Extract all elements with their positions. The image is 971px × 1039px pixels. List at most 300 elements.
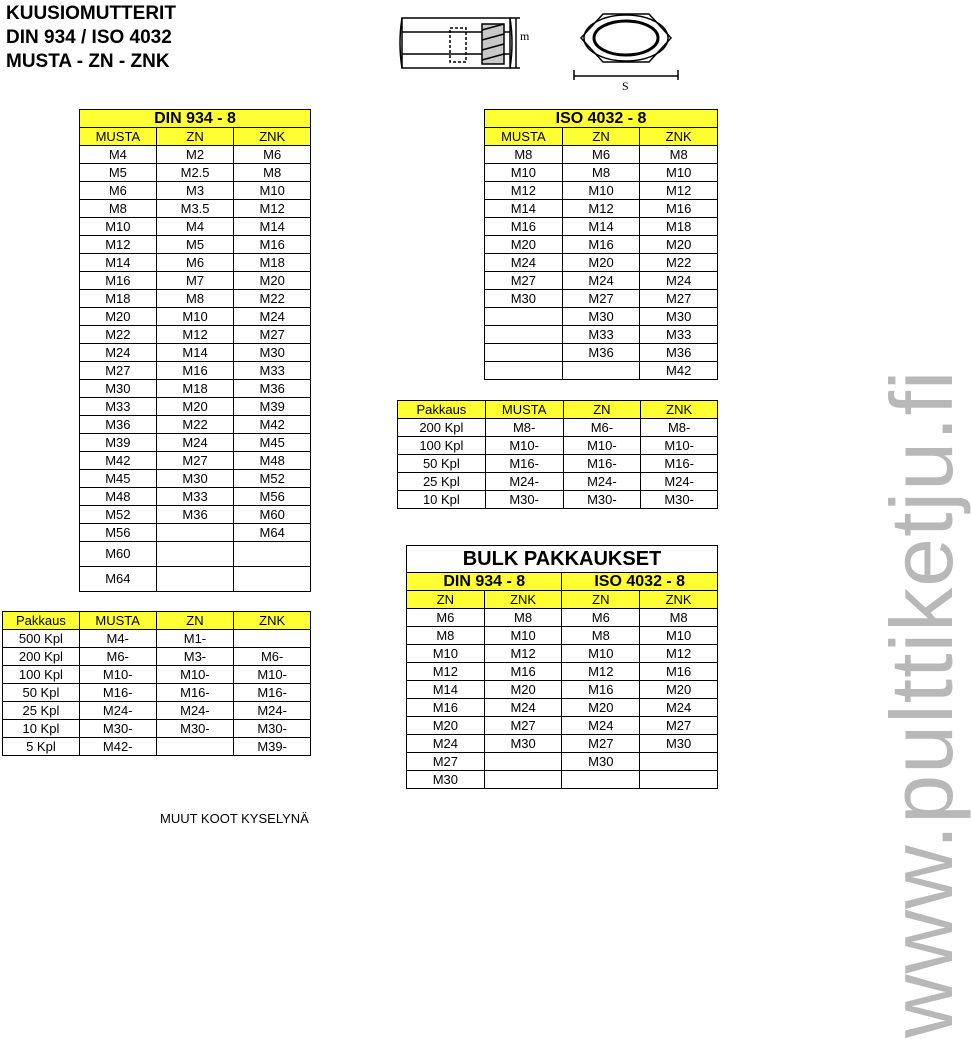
table-title-row bbox=[80, 110, 311, 128]
table-cell: M60 bbox=[234, 506, 311, 524]
column-header: MUSTA bbox=[79, 612, 156, 630]
table-cell: M36 bbox=[234, 380, 311, 398]
table-cell: M24- bbox=[79, 702, 156, 720]
table-cell: M48 bbox=[234, 452, 311, 470]
table-row bbox=[80, 542, 311, 567]
table-cell: M16 bbox=[485, 218, 563, 236]
table-cell: M14 bbox=[407, 681, 485, 699]
table-row bbox=[80, 308, 311, 326]
table-cell: M8 bbox=[562, 627, 640, 645]
table-cell: M10- bbox=[563, 437, 641, 455]
column-header: MUSTA bbox=[80, 128, 157, 146]
table-cell bbox=[562, 771, 640, 789]
table-row bbox=[485, 236, 718, 254]
table-cell bbox=[234, 567, 311, 592]
table-row bbox=[80, 416, 311, 434]
table-cell: M30 bbox=[156, 470, 234, 488]
table-cell: M33 bbox=[80, 398, 157, 416]
table-row bbox=[407, 717, 718, 735]
table-cell: M4 bbox=[156, 218, 234, 236]
table-row bbox=[80, 452, 311, 470]
column-header: ZNK bbox=[234, 612, 311, 630]
table-cell: M18 bbox=[640, 218, 718, 236]
table-cell: M48 bbox=[80, 488, 157, 506]
table-cell: M10- bbox=[79, 666, 156, 684]
table-cell: M24 bbox=[80, 344, 157, 362]
table-cell: M30- bbox=[156, 720, 234, 738]
nut-top-view-icon bbox=[574, 14, 678, 80]
table-cell: M18 bbox=[234, 254, 311, 272]
table-cell: 100 Kpl bbox=[3, 666, 80, 684]
table-cell bbox=[156, 567, 234, 592]
table-cell: M56 bbox=[80, 524, 157, 542]
table-cell: M12 bbox=[640, 645, 718, 663]
table-cell bbox=[484, 753, 562, 771]
table-row bbox=[80, 434, 311, 452]
table-row bbox=[485, 218, 718, 236]
table-cell: M45 bbox=[80, 470, 157, 488]
table-cell: M14 bbox=[156, 344, 234, 362]
column-header: ZNK bbox=[640, 128, 718, 146]
table-cell: M42 bbox=[640, 362, 718, 380]
table-row bbox=[80, 344, 311, 362]
iso-4032-table bbox=[484, 109, 718, 380]
table-cell: M36 bbox=[156, 506, 234, 524]
table-cell: M10 bbox=[485, 164, 563, 182]
table-cell: M24 bbox=[562, 717, 640, 735]
table-cell: M12 bbox=[640, 182, 718, 200]
table-cell: M16- bbox=[485, 455, 563, 473]
table-cell: M33 bbox=[156, 488, 234, 506]
table-row bbox=[80, 524, 311, 542]
table-cell: 100 Kpl bbox=[398, 437, 486, 455]
column-header: MUSTA bbox=[485, 128, 563, 146]
table-row bbox=[485, 182, 718, 200]
table-row bbox=[80, 470, 311, 488]
table-row bbox=[80, 290, 311, 308]
table-row bbox=[485, 146, 718, 164]
table-cell: M3 bbox=[156, 182, 234, 200]
table-row bbox=[398, 455, 718, 473]
table-cell: M33 bbox=[640, 326, 718, 344]
table-cell: M12 bbox=[407, 663, 485, 681]
column-header: Pakkaus bbox=[3, 612, 80, 630]
table-cell: M52 bbox=[234, 470, 311, 488]
table-cell: M10- bbox=[641, 437, 718, 455]
table-cell: M3- bbox=[156, 648, 234, 666]
table-row bbox=[407, 699, 718, 717]
table-row bbox=[3, 702, 311, 720]
nut-drawing bbox=[398, 10, 728, 93]
dim-label-m: m bbox=[520, 29, 530, 43]
table-cell: M20 bbox=[234, 272, 311, 290]
table-cell: M30 bbox=[80, 380, 157, 398]
table-title-row bbox=[485, 110, 718, 128]
table-cell: M16- bbox=[563, 455, 641, 473]
table-cell: M6- bbox=[234, 648, 311, 666]
din-packaging-table bbox=[2, 611, 311, 756]
table-cell: M3.5 bbox=[156, 200, 234, 218]
table-cell bbox=[234, 542, 311, 567]
table-cell: M60 bbox=[80, 542, 157, 567]
table-cell: M14 bbox=[80, 254, 157, 272]
table-cell: M45 bbox=[234, 434, 311, 452]
table-row bbox=[80, 326, 311, 344]
table-cell: 200 Kpl bbox=[398, 419, 486, 437]
table-cell: M10 bbox=[562, 182, 640, 200]
table-cell: M30 bbox=[562, 308, 640, 326]
table-cell: M27 bbox=[485, 272, 563, 290]
table-cell: M10 bbox=[407, 645, 485, 663]
other-sizes-note: MUUT KOOT KYSELYNÄ bbox=[160, 811, 309, 826]
table-cell: M8 bbox=[562, 164, 640, 182]
iso-title: ISO 4032 - 8 bbox=[485, 110, 718, 128]
table-row bbox=[407, 735, 718, 753]
table-row bbox=[80, 164, 311, 182]
table-row bbox=[3, 738, 311, 756]
table-cell: M16- bbox=[79, 684, 156, 702]
table-cell: 10 Kpl bbox=[3, 720, 80, 738]
table-cell: M16- bbox=[156, 684, 234, 702]
table-cell: M16 bbox=[407, 699, 485, 717]
table-row bbox=[3, 684, 311, 702]
table-cell: M8 bbox=[156, 290, 234, 308]
table-cell: M8- bbox=[485, 419, 563, 437]
table-row bbox=[3, 648, 311, 666]
table-cell: M42 bbox=[234, 416, 311, 434]
title-line-3: MUSTA - ZN - ZNK bbox=[6, 51, 170, 72]
table-cell: M16 bbox=[640, 200, 718, 218]
table-cell: M20 bbox=[640, 236, 718, 254]
table-row bbox=[398, 473, 718, 491]
table-cell: M12 bbox=[485, 182, 563, 200]
table-cell: M20 bbox=[80, 308, 157, 326]
table-cell: M10 bbox=[640, 164, 718, 182]
table-cell: 10 Kpl bbox=[398, 491, 486, 509]
table-cell: M6 bbox=[234, 146, 311, 164]
table-cell: M10 bbox=[80, 218, 157, 236]
table-cell: M30 bbox=[234, 344, 311, 362]
table-cell: M16 bbox=[156, 362, 234, 380]
dim-label-s: S bbox=[622, 79, 629, 93]
table-cell: M30 bbox=[484, 735, 562, 753]
table-row bbox=[398, 419, 718, 437]
table-row bbox=[485, 344, 718, 362]
table-cell: M24 bbox=[485, 254, 563, 272]
table-cell: M39- bbox=[234, 738, 311, 756]
column-header: ZNK bbox=[641, 401, 718, 419]
table-cell: M10 bbox=[484, 627, 562, 645]
column-header: ZNK bbox=[640, 591, 718, 609]
table-row bbox=[80, 218, 311, 236]
table-cell bbox=[484, 771, 562, 789]
table-cell bbox=[156, 738, 234, 756]
table-cell: M16 bbox=[640, 663, 718, 681]
table-cell: 5 Kpl bbox=[3, 738, 80, 756]
table-row bbox=[485, 308, 718, 326]
table-cell: M56 bbox=[234, 488, 311, 506]
table-row bbox=[3, 630, 311, 648]
table-cell: M6 bbox=[562, 146, 640, 164]
table-cell: M39 bbox=[80, 434, 157, 452]
table-cell: M30- bbox=[79, 720, 156, 738]
table-row bbox=[485, 254, 718, 272]
table-row bbox=[398, 491, 718, 509]
din-title: DIN 934 - 8 bbox=[80, 110, 311, 128]
table-cell: M12 bbox=[80, 236, 157, 254]
table-cell: M36 bbox=[640, 344, 718, 362]
table-cell: M39 bbox=[234, 398, 311, 416]
group-header: ISO 4032 - 8 bbox=[562, 573, 718, 591]
table-header-row bbox=[485, 128, 718, 146]
table-row bbox=[80, 488, 311, 506]
column-header: ZN bbox=[562, 591, 640, 609]
table-cell: 500 Kpl bbox=[3, 630, 80, 648]
table-cell: M8 bbox=[640, 609, 718, 627]
table-cell: M14 bbox=[485, 200, 563, 218]
table-cell: M27 bbox=[234, 326, 311, 344]
table-cell: M27 bbox=[80, 362, 157, 380]
table-cell: M4 bbox=[80, 146, 157, 164]
table-cell: M6- bbox=[563, 419, 641, 437]
table-cell: M8- bbox=[641, 419, 718, 437]
table-header-row bbox=[80, 128, 311, 146]
table-cell: M8 bbox=[234, 164, 311, 182]
table-cell bbox=[156, 542, 234, 567]
table-cell: M8 bbox=[640, 146, 718, 164]
table-cell: M16 bbox=[562, 681, 640, 699]
column-header: MUSTA bbox=[485, 401, 563, 419]
table-row bbox=[407, 753, 718, 771]
page-title bbox=[6, 2, 176, 74]
table-cell bbox=[234, 630, 311, 648]
table-cell: M27 bbox=[407, 753, 485, 771]
column-header: ZN bbox=[156, 612, 234, 630]
table-cell: M20 bbox=[156, 398, 234, 416]
table-cell: M10- bbox=[485, 437, 563, 455]
table-row bbox=[407, 663, 718, 681]
column-header: ZN bbox=[562, 128, 640, 146]
table-cell: M4- bbox=[79, 630, 156, 648]
title-line-1: KUUSIOMUTTERIT bbox=[6, 3, 176, 24]
table-cell bbox=[562, 362, 640, 380]
table-cell: M5 bbox=[156, 236, 234, 254]
table-cell bbox=[156, 524, 234, 542]
table-group-row bbox=[407, 573, 718, 591]
table-cell: M12 bbox=[562, 200, 640, 218]
table-cell: M24 bbox=[234, 308, 311, 326]
table-cell: M22 bbox=[234, 290, 311, 308]
table-cell: M20 bbox=[562, 254, 640, 272]
column-header: ZN bbox=[563, 401, 641, 419]
table-cell: M20 bbox=[407, 717, 485, 735]
table-cell: M10 bbox=[156, 308, 234, 326]
table-cell: M42- bbox=[79, 738, 156, 756]
column-header: ZNK bbox=[234, 128, 311, 146]
table-header-row bbox=[398, 401, 718, 419]
table-cell: M10- bbox=[156, 666, 234, 684]
table-row bbox=[407, 771, 718, 789]
table-cell: M12 bbox=[234, 200, 311, 218]
table-cell: M30 bbox=[640, 735, 718, 753]
table-row bbox=[3, 720, 311, 738]
table-cell bbox=[640, 753, 718, 771]
table-cell: M33 bbox=[234, 362, 311, 380]
table-header-row bbox=[3, 612, 311, 630]
column-header: ZNK bbox=[484, 591, 562, 609]
table-cell: M24 bbox=[640, 272, 718, 290]
table-cell: M22 bbox=[156, 416, 234, 434]
table-cell: M7 bbox=[156, 272, 234, 290]
table-row bbox=[407, 609, 718, 627]
website-watermark: www.pulttiketju.fi bbox=[872, 369, 971, 1038]
table-cell: M16- bbox=[234, 684, 311, 702]
table-cell: M27 bbox=[484, 717, 562, 735]
table-cell: M24 bbox=[156, 434, 234, 452]
table-cell: M24 bbox=[484, 699, 562, 717]
table-cell: M6 bbox=[407, 609, 485, 627]
table-row bbox=[485, 272, 718, 290]
group-header: DIN 934 - 8 bbox=[407, 573, 562, 591]
table-cell bbox=[485, 308, 563, 326]
table-row bbox=[80, 236, 311, 254]
table-row bbox=[485, 200, 718, 218]
table-cell: M52 bbox=[80, 506, 157, 524]
table-row bbox=[80, 146, 311, 164]
column-header: Pakkaus bbox=[398, 401, 486, 419]
table-cell: M14 bbox=[562, 218, 640, 236]
table-cell: M30 bbox=[485, 290, 563, 308]
table-cell: M12 bbox=[484, 645, 562, 663]
table-cell: M16- bbox=[641, 455, 718, 473]
table-cell: M36 bbox=[80, 416, 157, 434]
table-cell: M24- bbox=[156, 702, 234, 720]
table-cell bbox=[640, 771, 718, 789]
table-cell: M20 bbox=[562, 699, 640, 717]
table-cell: M30 bbox=[407, 771, 485, 789]
table-cell: M27 bbox=[156, 452, 234, 470]
table-cell: M10 bbox=[562, 645, 640, 663]
table-cell: M18 bbox=[80, 290, 157, 308]
table-title-row bbox=[407, 546, 718, 573]
table-row bbox=[407, 681, 718, 699]
table-cell: M64 bbox=[234, 524, 311, 542]
table-row bbox=[407, 645, 718, 663]
table-cell: M10 bbox=[234, 182, 311, 200]
column-header: ZN bbox=[407, 591, 485, 609]
table-cell: M8 bbox=[80, 200, 157, 218]
table-cell: M64 bbox=[80, 567, 157, 592]
iso-packaging-table bbox=[397, 400, 718, 509]
table-cell: M20 bbox=[485, 236, 563, 254]
table-cell: M2 bbox=[156, 146, 234, 164]
table-row bbox=[407, 627, 718, 645]
column-header: ZN bbox=[156, 128, 234, 146]
table-row bbox=[80, 567, 311, 592]
table-cell: M24 bbox=[640, 699, 718, 717]
table-cell: M6- bbox=[79, 648, 156, 666]
table-cell: M2.5 bbox=[156, 164, 234, 182]
table-cell: M27 bbox=[640, 290, 718, 308]
table-cell: M24- bbox=[641, 473, 718, 491]
table-cell: M20 bbox=[484, 681, 562, 699]
table-cell: M30 bbox=[562, 753, 640, 771]
table-cell: M14 bbox=[234, 218, 311, 236]
table-cell: M22 bbox=[80, 326, 157, 344]
table-row bbox=[80, 182, 311, 200]
table-row bbox=[485, 290, 718, 308]
table-cell: M12 bbox=[156, 326, 234, 344]
table-cell: M30- bbox=[485, 491, 563, 509]
table-cell: 200 Kpl bbox=[3, 648, 80, 666]
table-row bbox=[485, 326, 718, 344]
table-cell bbox=[485, 344, 563, 362]
table-header-row bbox=[407, 591, 718, 609]
nut-side-view-icon bbox=[400, 18, 520, 68]
table-cell: M42 bbox=[80, 452, 157, 470]
table-cell: M24- bbox=[485, 473, 563, 491]
table-cell: M8 bbox=[485, 146, 563, 164]
table-cell: M30- bbox=[641, 491, 718, 509]
table-cell: M36 bbox=[562, 344, 640, 362]
table-cell: M30- bbox=[563, 491, 641, 509]
table-cell: M20 bbox=[640, 681, 718, 699]
table-row bbox=[485, 164, 718, 182]
table-cell: 25 Kpl bbox=[3, 702, 80, 720]
table-cell: M6 bbox=[80, 182, 157, 200]
table-cell: M18 bbox=[156, 380, 234, 398]
table-cell: 25 Kpl bbox=[398, 473, 486, 491]
table-cell: M22 bbox=[640, 254, 718, 272]
table-cell bbox=[485, 362, 563, 380]
table-row bbox=[80, 362, 311, 380]
table-row bbox=[80, 398, 311, 416]
table-cell: M27 bbox=[562, 290, 640, 308]
table-cell bbox=[485, 326, 563, 344]
table-row bbox=[485, 362, 718, 380]
table-row bbox=[80, 200, 311, 218]
table-cell: M6 bbox=[562, 609, 640, 627]
table-row bbox=[80, 254, 311, 272]
title-line-2: DIN 934 / ISO 4032 bbox=[6, 27, 172, 48]
table-cell: M24 bbox=[562, 272, 640, 290]
table-cell: M16 bbox=[484, 663, 562, 681]
table-cell: M10 bbox=[640, 627, 718, 645]
table-cell: 50 Kpl bbox=[3, 684, 80, 702]
table-cell: M27 bbox=[562, 735, 640, 753]
bulk-packages-table bbox=[406, 545, 718, 789]
din-934-table bbox=[79, 109, 311, 592]
table-cell: M24- bbox=[563, 473, 641, 491]
table-row bbox=[80, 506, 311, 524]
table-cell: M5 bbox=[80, 164, 157, 182]
table-cell: M30- bbox=[234, 720, 311, 738]
table-row bbox=[3, 666, 311, 684]
table-cell: M33 bbox=[562, 326, 640, 344]
table-row bbox=[80, 380, 311, 398]
table-cell: M24- bbox=[234, 702, 311, 720]
table-row bbox=[80, 272, 311, 290]
table-cell: M12 bbox=[562, 663, 640, 681]
table-cell: M10- bbox=[234, 666, 311, 684]
table-row bbox=[398, 437, 718, 455]
table-cell: 50 Kpl bbox=[398, 455, 486, 473]
table-cell: M1- bbox=[156, 630, 234, 648]
table-cell: M30 bbox=[640, 308, 718, 326]
table-cell: M16 bbox=[562, 236, 640, 254]
table-cell: M8 bbox=[484, 609, 562, 627]
table-cell: M16 bbox=[234, 236, 311, 254]
